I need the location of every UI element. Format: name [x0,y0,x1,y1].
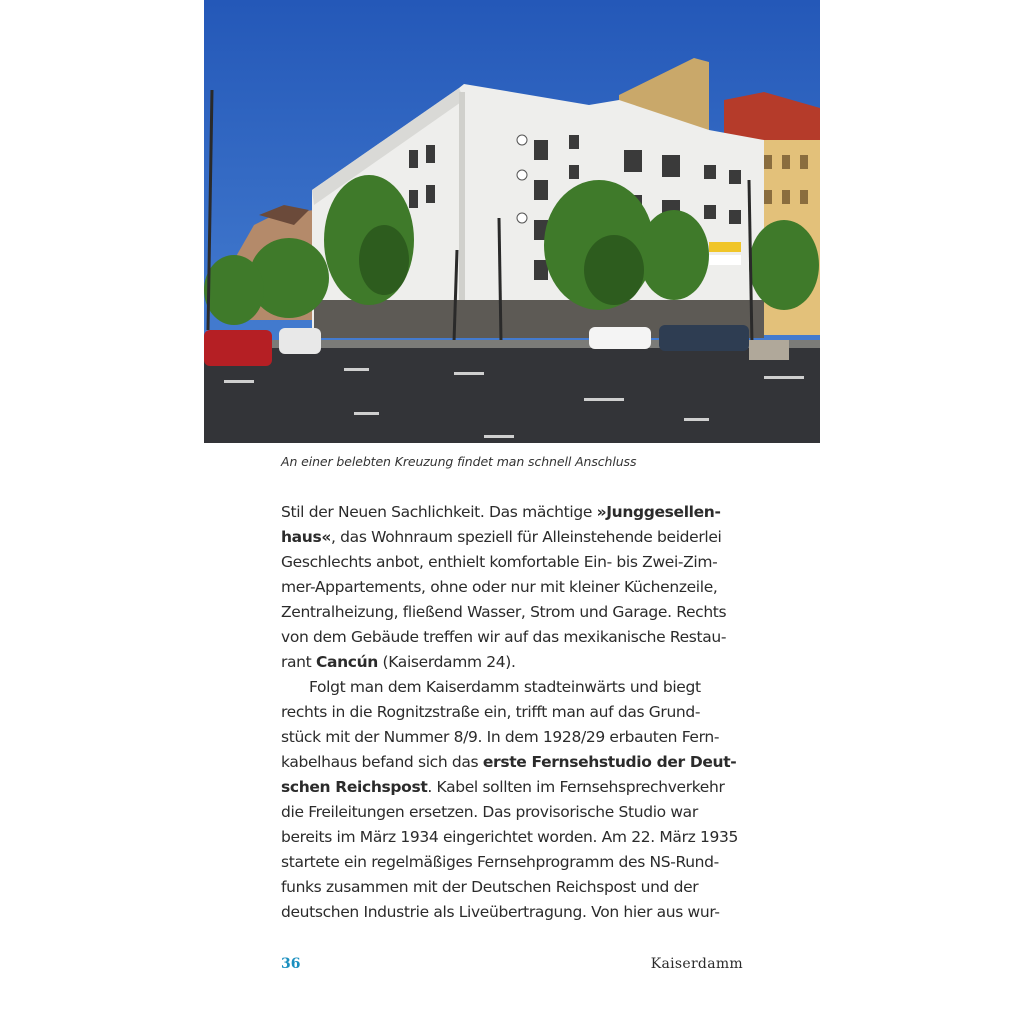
text-line: mer-Appartements, ohne oder nur mit kleiner Küchenzeile, [281,578,718,596]
text-line: bereits im März 1934 eingerichtet worden. Am 22. März 1935 [281,828,738,846]
text-line: Stil der Neuen Sachlichkeit. Das mächtige »Junggesellen- [281,503,721,521]
text-line: haus«, das Wohnraum speziell für Alleinstehende beiderlei [281,528,722,546]
text-line: Geschlechts anbot, enthielt komfortable Ein- bis Zwei-Zim- [281,553,718,571]
text-line: Zentralheizung, fließend Wasser, Strom und Garage. Rechts [281,603,727,621]
text-line: stück mit der Nummer 8/9. In dem 1928/29 erbauten Fern- [281,728,720,746]
text-line: Folgt man dem Kaiserdamm stadteinwärts und biegt [309,678,701,696]
body-text [281,500,743,925]
text-line: funks zusammen mit der Deutschen Reichspost und der [281,878,699,896]
text-line: kabelhaus befand sich das erste Fernsehstudio der Deut- [281,753,737,771]
page-number: 36 [281,956,301,972]
text-line: deutschen Industrie als Liveübertragung. Von hier aus wur- [281,903,720,921]
text-line: von dem Gebäude treffen wir auf das mexikanische Restau- [281,628,727,646]
text-line: startete ein regelmäßiges Fernsehprogramm des NS-Rund- [281,853,719,871]
text-line: schen Reichspost. Kabel sollten im Fernsehsprechverkehr [281,778,725,796]
text-line: die Freileitungen ersetzen. Das provisorische Studio war [281,803,698,821]
text-line: rechts in die Rognitzstraße ein, trifft man auf das Grund- [281,703,701,721]
street-photo [204,0,820,443]
photo-caption: An einer belebten Kreuzung findet man schnell Anschluss [281,454,637,469]
running-head: Kaiserdamm [650,956,743,972]
text-line: rant Cancún (Kaiserdamm 24). [281,653,516,671]
